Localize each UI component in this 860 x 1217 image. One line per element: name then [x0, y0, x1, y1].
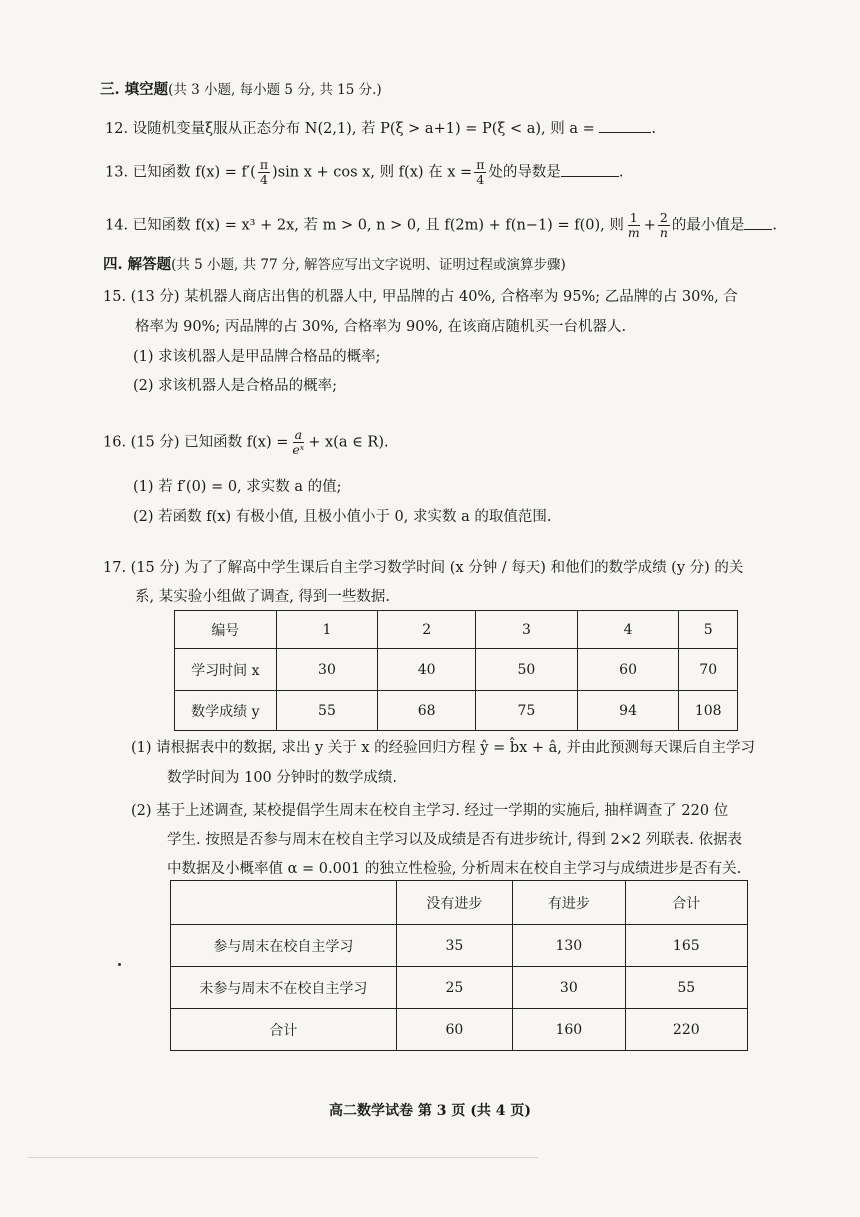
question-17-line-1: 17. (15 分) 为了了解高中学生课后自主学习数学时间 (x 分钟 / 每天) 和他们的数学成绩 (y 分) 的关 — [103, 560, 744, 576]
table-row — [175, 649, 738, 691]
table-cell: 55 — [625, 967, 747, 1009]
section-4-title: 四. 解答题 — [103, 256, 172, 273]
table-cell: 有进步 — [513, 881, 625, 925]
question-13-text-a: 13. 已知函数 f(x) = f′( — [105, 164, 256, 181]
section-3-note: (共 3 小题, 每小题 5 分, 共 15 分.) — [168, 82, 382, 98]
table-cell: 合计 — [625, 881, 747, 925]
page-footer: 高二数学试卷 第 3 页 (共 4 页) — [329, 1103, 531, 1119]
question-17-part-1-line-2: 数学时间为 100 分钟时的数学成绩. — [167, 770, 398, 786]
table-row — [171, 1009, 748, 1051]
question-17-line-2: 系, 某实验小组做了调查, 得到一些数据. — [135, 589, 391, 605]
answer-blank-14[interactable] — [744, 215, 772, 230]
answer-blank-12[interactable] — [599, 118, 651, 133]
question-13 — [105, 158, 624, 187]
question-12-text: 12. 设随机变量ξ服从正态分布 N(2,1), 若 P(ξ > a+1) = P(ξ < a), 则 a = — [105, 121, 595, 137]
question-16-part-2: (2) 若函数 f(x) 有极小值, 且极小值小于 0, 求实数 a 的取值范围. — [133, 509, 552, 525]
question-17-part-2-line-2: 学生. 按照是否参与周末在校自主学习以及成绩是否有进步统计, 得到 2×2 列联表. 依据表 — [167, 832, 742, 848]
table-cell: 没有进步 — [396, 881, 512, 925]
table-cell — [171, 881, 397, 925]
question-14-text-b: 的最小值是 — [671, 217, 745, 234]
question-17-part-2-line-1: (2) 基于上述调查, 某校提倡学生周末在校自主学习. 经过一学期的实施后, 抽样调查了 220 位 — [131, 803, 729, 819]
section-3-header — [100, 79, 382, 101]
question-12 — [105, 118, 656, 140]
table-cell: 2 — [378, 611, 476, 649]
table-cell: 1 — [276, 611, 378, 649]
table-cell: 55 — [276, 691, 378, 731]
scan-edge-line — [28, 1157, 538, 1158]
table-cell: 35 — [396, 925, 512, 967]
section-4-note: (共 5 小题, 共 77 分, 解答应写出文字说明、证明过程或演算步骤) — [171, 257, 566, 273]
table-cell: 160 — [513, 1009, 625, 1051]
contingency-table — [170, 880, 748, 1051]
table-cell: 75 — [476, 691, 578, 731]
fraction-pi-over-4-b: $\frac{\pi}{4}$ — [476, 157, 485, 187]
question-14 — [105, 211, 777, 240]
fraction-1-over-m: $\frac{1}{m}$ — [627, 210, 640, 240]
table-row — [171, 925, 748, 967]
table-cell: 25 — [396, 967, 512, 1009]
stray-mark — [118, 963, 121, 966]
fraction-a-over-e-x: $\frac{a}{\text{eˣ}}$ — [292, 427, 305, 457]
table-cell: 3 — [476, 611, 578, 649]
question-15-line-1: 15. (13 分) 某机器人商店出售的机器人中, 甲品牌的占 40%, 合格率为 95%; 乙品牌的占 30%, 合 — [103, 289, 738, 305]
table-cell: 60 — [396, 1009, 512, 1051]
question-15-line-2: 格率为 90%; 丙品牌的占 30%, 合格率为 90%, 在该商店随机买一台机器人. — [135, 319, 627, 335]
question-16 — [103, 428, 389, 457]
table-row — [171, 881, 748, 925]
table-cell: 70 — [679, 649, 738, 691]
question-15-part-2: (2) 求该机器人是合格品的概率; — [133, 378, 338, 394]
study-time-table — [174, 610, 738, 731]
question-16-part-1: (1) 若 f′(0) = 0, 求实数 a 的值; — [133, 479, 342, 495]
plus-sign: + — [643, 217, 656, 234]
question-15-part-1: (1) 求该机器人是甲品牌合格品的概率; — [133, 349, 381, 365]
table-row — [175, 611, 738, 649]
table-cell: 94 — [577, 691, 679, 731]
table-cell: 参与周末在校自主学习 — [171, 925, 397, 967]
table-cell: 5 — [679, 611, 738, 649]
section-4-header — [103, 254, 566, 276]
question-13-text-c: 处的导数是 — [488, 164, 561, 181]
table-cell: 合计 — [171, 1009, 397, 1051]
question-17-part-2-line-3: 中数据及小概率值 α = 0.001 的独立性检验, 分析周末在校自主学习与成绩进步是否有关. — [167, 861, 742, 877]
table-cell: 数学成绩 y — [175, 691, 277, 731]
table-cell: 未参与周末不在校自主学习 — [171, 967, 397, 1009]
table-cell: 60 — [577, 649, 679, 691]
question-14-end: . — [772, 217, 778, 234]
table-cell: 130 — [513, 925, 625, 967]
table-cell: 220 — [625, 1009, 747, 1051]
answer-blank-13[interactable] — [561, 162, 619, 177]
table-cell: 108 — [679, 691, 738, 731]
table-cell: 50 — [476, 649, 578, 691]
table-cell: 4 — [577, 611, 679, 649]
question-14-text-a: 14. 已知函数 f(x) = x³ + 2x, 若 m > 0, n > 0, 且 f(2m) + f(n−1) = f(0), 则 — [105, 217, 624, 234]
table-cell: 30 — [513, 967, 625, 1009]
fraction-2-over-n: $\frac{2}{n}$ — [659, 210, 668, 240]
question-13-end: . — [618, 164, 624, 181]
table-cell: 40 — [378, 649, 476, 691]
table-cell: 编号 — [175, 611, 277, 649]
table-row — [175, 691, 738, 731]
section-3-title: 三. 填空题 — [100, 81, 169, 98]
question-17-part-1-line-1: (1) 请根据表中的数据, 求出 y 关于 x 的经验回归方程 ŷ = b̂x + â, 并由此预测每天课后自主学习 — [131, 740, 756, 756]
question-16-text-a: 16. (15 分) 已知函数 f(x) = — [103, 434, 289, 451]
table-cell: 学习时间 x — [175, 649, 277, 691]
table-cell: 30 — [276, 649, 378, 691]
table-cell: 68 — [378, 691, 476, 731]
question-13-text-b: )sin x + cos x, 则 f(x) 在 x = — [272, 164, 473, 181]
table-row — [171, 967, 748, 1009]
table-cell: 165 — [625, 925, 747, 967]
fraction-pi-over-4: $\frac{\pi}{4}$ — [259, 157, 269, 187]
question-16-text-b: + x(a ∈ R). — [308, 434, 389, 451]
question-12-end: . — [651, 121, 656, 137]
